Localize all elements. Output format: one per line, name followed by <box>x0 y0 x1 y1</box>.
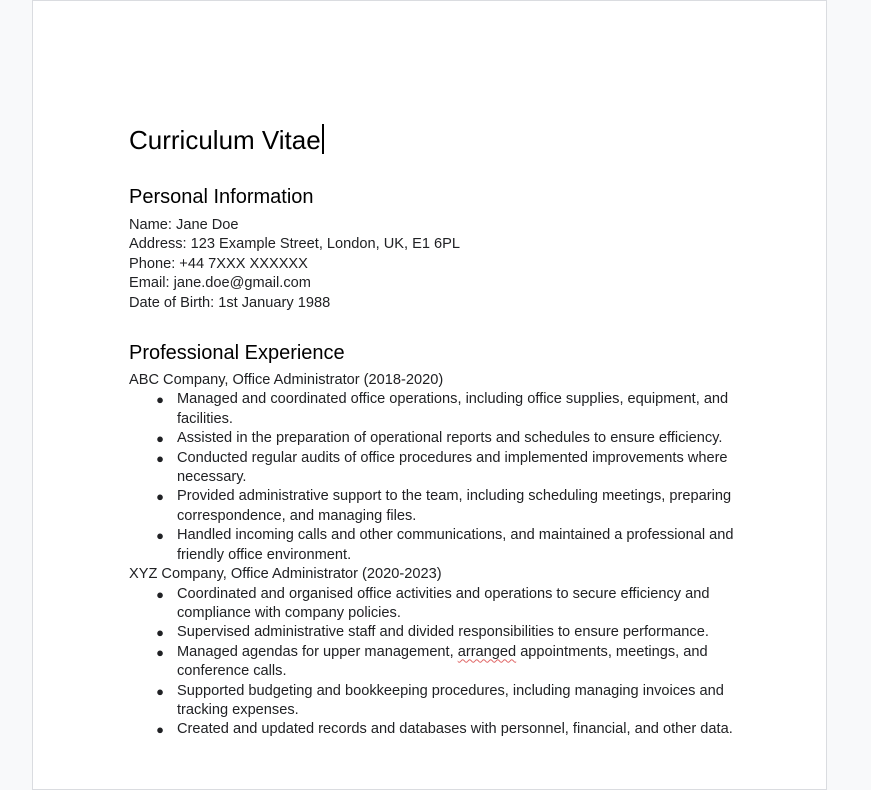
list-item[interactable] <box>129 720 749 739</box>
email-line[interactable]: Email: jane.doe@gmail.com <box>129 275 311 292</box>
list-item[interactable] <box>129 623 749 642</box>
list-item[interactable] <box>129 487 749 526</box>
personal-information-heading[interactable]: Personal Information <box>129 186 314 208</box>
name-line[interactable]: Name: Jane Doe <box>129 217 239 233</box>
list-item-text[interactable]: Coordinated and organised office activities and operations to secure efficiency and compliance with company policies. <box>177 585 710 621</box>
list-item[interactable] <box>129 682 749 721</box>
list-item-text[interactable]: Assisted in the preparation of operational reports and schedules to ensure efficiency. <box>177 430 723 447</box>
list-item[interactable] <box>129 643 749 682</box>
bullet-icon: ● <box>156 450 164 466</box>
bullet-icon: ● <box>156 644 164 660</box>
list-item[interactable] <box>129 390 749 429</box>
job-abc-company[interactable] <box>129 371 749 565</box>
bullet-icon: ● <box>156 722 164 738</box>
list-item-text[interactable]: Created and updated records and databases with personnel, financial, and other data. <box>177 721 733 738</box>
text-cursor <box>322 124 324 154</box>
spellcheck-flagged-word[interactable]: arranged <box>457 643 517 660</box>
job-bullet-list <box>129 585 749 740</box>
list-item[interactable] <box>129 585 749 624</box>
list-item-text[interactable]: Conducted regular audits of office procedures and implemented improvements where necessary. <box>177 449 728 486</box>
job-xyz-company[interactable] <box>129 565 749 740</box>
list-item-text[interactable]: Managed and coordinated office operations, including office supplies, equipment, and facilities. <box>177 391 729 427</box>
bullet-icon: ● <box>156 683 164 699</box>
bullet-icon: ● <box>156 431 164 447</box>
bullet-icon: ● <box>156 586 164 602</box>
list-item-text[interactable]: Handled incoming calls and other communications, and maintained a professional and friendly office environment. <box>177 527 734 563</box>
bullet-icon: ● <box>156 392 164 408</box>
document-body[interactable] <box>129 122 749 740</box>
job-title[interactable]: XYZ Company, Office Administrator (2020-2023) <box>129 566 442 583</box>
list-item[interactable] <box>129 449 749 488</box>
address-line[interactable]: Address: 123 Example Street, London, UK, E1 6PL <box>129 236 460 253</box>
document-title-text[interactable]: Curriculum Vitae <box>129 125 321 155</box>
list-item-text[interactable]: Provided administrative support to the team, including scheduling meetings, preparing correspondence, and managing files. <box>177 488 732 524</box>
list-item[interactable] <box>129 429 749 448</box>
bullet-icon: ● <box>156 489 164 505</box>
document-title[interactable] <box>129 122 749 158</box>
job-title[interactable]: ABC Company, Office Administrator (2018-2020) <box>129 372 444 389</box>
list-item-text[interactable]: Managed agendas for upper management, <box>177 643 458 660</box>
list-item-text[interactable]: appointments, meetings, and conference calls. <box>177 643 708 680</box>
list-item-text[interactable]: Supervised administrative staff and divided responsibilities to ensure performance. <box>177 624 709 641</box>
list-item[interactable] <box>129 526 749 565</box>
document-page[interactable] <box>32 0 827 790</box>
list-item-text[interactable]: Supported budgeting and bookkeeping procedures, including managing invoices and tracking expenses. <box>177 682 724 718</box>
date-of-birth-line[interactable]: Date of Birth: 1st January 1988 <box>129 294 331 311</box>
professional-experience-heading[interactable]: Professional Experience <box>129 342 345 365</box>
bullet-icon: ● <box>156 528 164 544</box>
personal-information-block[interactable] <box>129 216 749 313</box>
phone-line[interactable]: Phone: +44 7XXX XXXXXX <box>129 255 308 272</box>
bullet-icon: ● <box>156 625 164 641</box>
job-bullet-list <box>129 390 749 565</box>
